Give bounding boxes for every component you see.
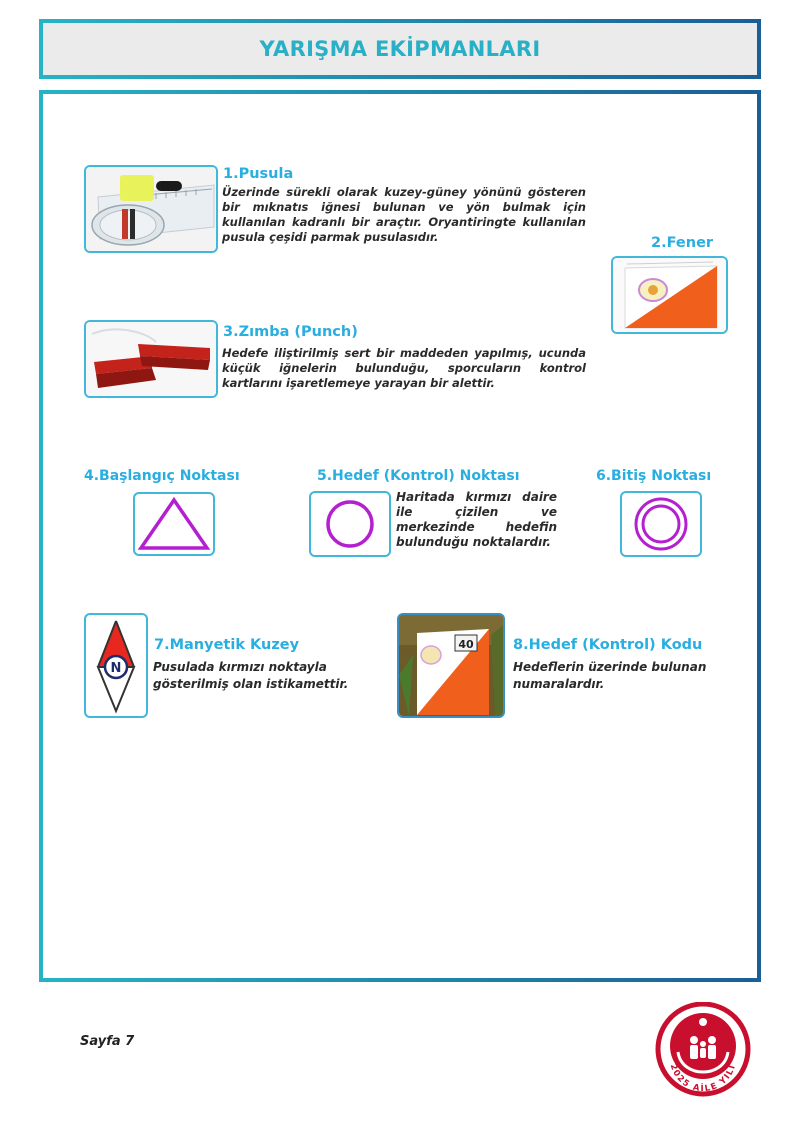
aile-yili-logo-icon: [654, 1002, 752, 1102]
item-title-bitis: 6.Bitiş Noktası: [596, 468, 712, 484]
double-circle-symbol-icon: [620, 491, 702, 557]
item-title-zimba: 3.Zımba (Punch): [223, 324, 358, 340]
compass-photo-icon: [84, 165, 218, 253]
item-title-fener: 2.Fener: [651, 235, 714, 251]
item-title-baslangic: 4.Başlangıç Noktası: [84, 468, 240, 484]
orienteering-flag-icon: [611, 256, 728, 334]
compass-north-letter: N: [110, 661, 122, 676]
north-arrow-icon: [84, 613, 148, 718]
punch-photo-icon: [84, 320, 218, 398]
item-title-hedef-kodu: 8.Hedef (Kontrol) Kodu: [513, 637, 703, 653]
circle-symbol-icon: [309, 491, 391, 557]
logo-text: 2025 AİLE YILI: [667, 1062, 739, 1095]
header-banner: [39, 19, 761, 79]
item-desc-pusula: Üzerinde sürekli olarak kuzey-güney yönünü gösteren bir mıknatıs iğnesi bulunan ve yön bulmak için kullanılan kadranlı bir araçtır. Oryantiringte kullanılan pusula çeşidi parmak pusulasıdır.: [222, 185, 586, 244]
item-desc-zimba: Hedefe iliştirilmiş sert bir maddeden yapılmış, ucunda küçük iğnelerin bulunduğu, sporcuların kontrol kartlarını işaretlemeye yarayan bir alettir.: [222, 346, 586, 390]
item-desc-hedef-kodu: Hedeflerin üzerinde bulunan numaralardır.: [513, 660, 707, 691]
triangle-symbol-icon: [133, 492, 215, 556]
item-title-hedef-noktasi: 5.Hedef (Kontrol) Noktası: [317, 468, 520, 484]
page-number: Sayfa 7: [80, 1034, 135, 1049]
item-desc-manyetik-kuzey: Pusulada kırmızı noktayla gösterilmiş olan istikamettir.: [153, 660, 349, 691]
item-title-pusula: 1.Pusula: [223, 166, 294, 182]
item-title-manyetik-kuzey: 7.Manyetik Kuzey: [154, 637, 300, 653]
control-code-photo-icon: [397, 613, 505, 718]
control-code-number: 40: [458, 638, 474, 651]
page-title: YARIŞMA EKİPMANLARI: [259, 37, 541, 61]
item-desc-hedef-noktasi: Haritada kırmızı daire ile çizilen ve merkezinde hedefin bulunduğu noktalardır.: [396, 490, 557, 549]
